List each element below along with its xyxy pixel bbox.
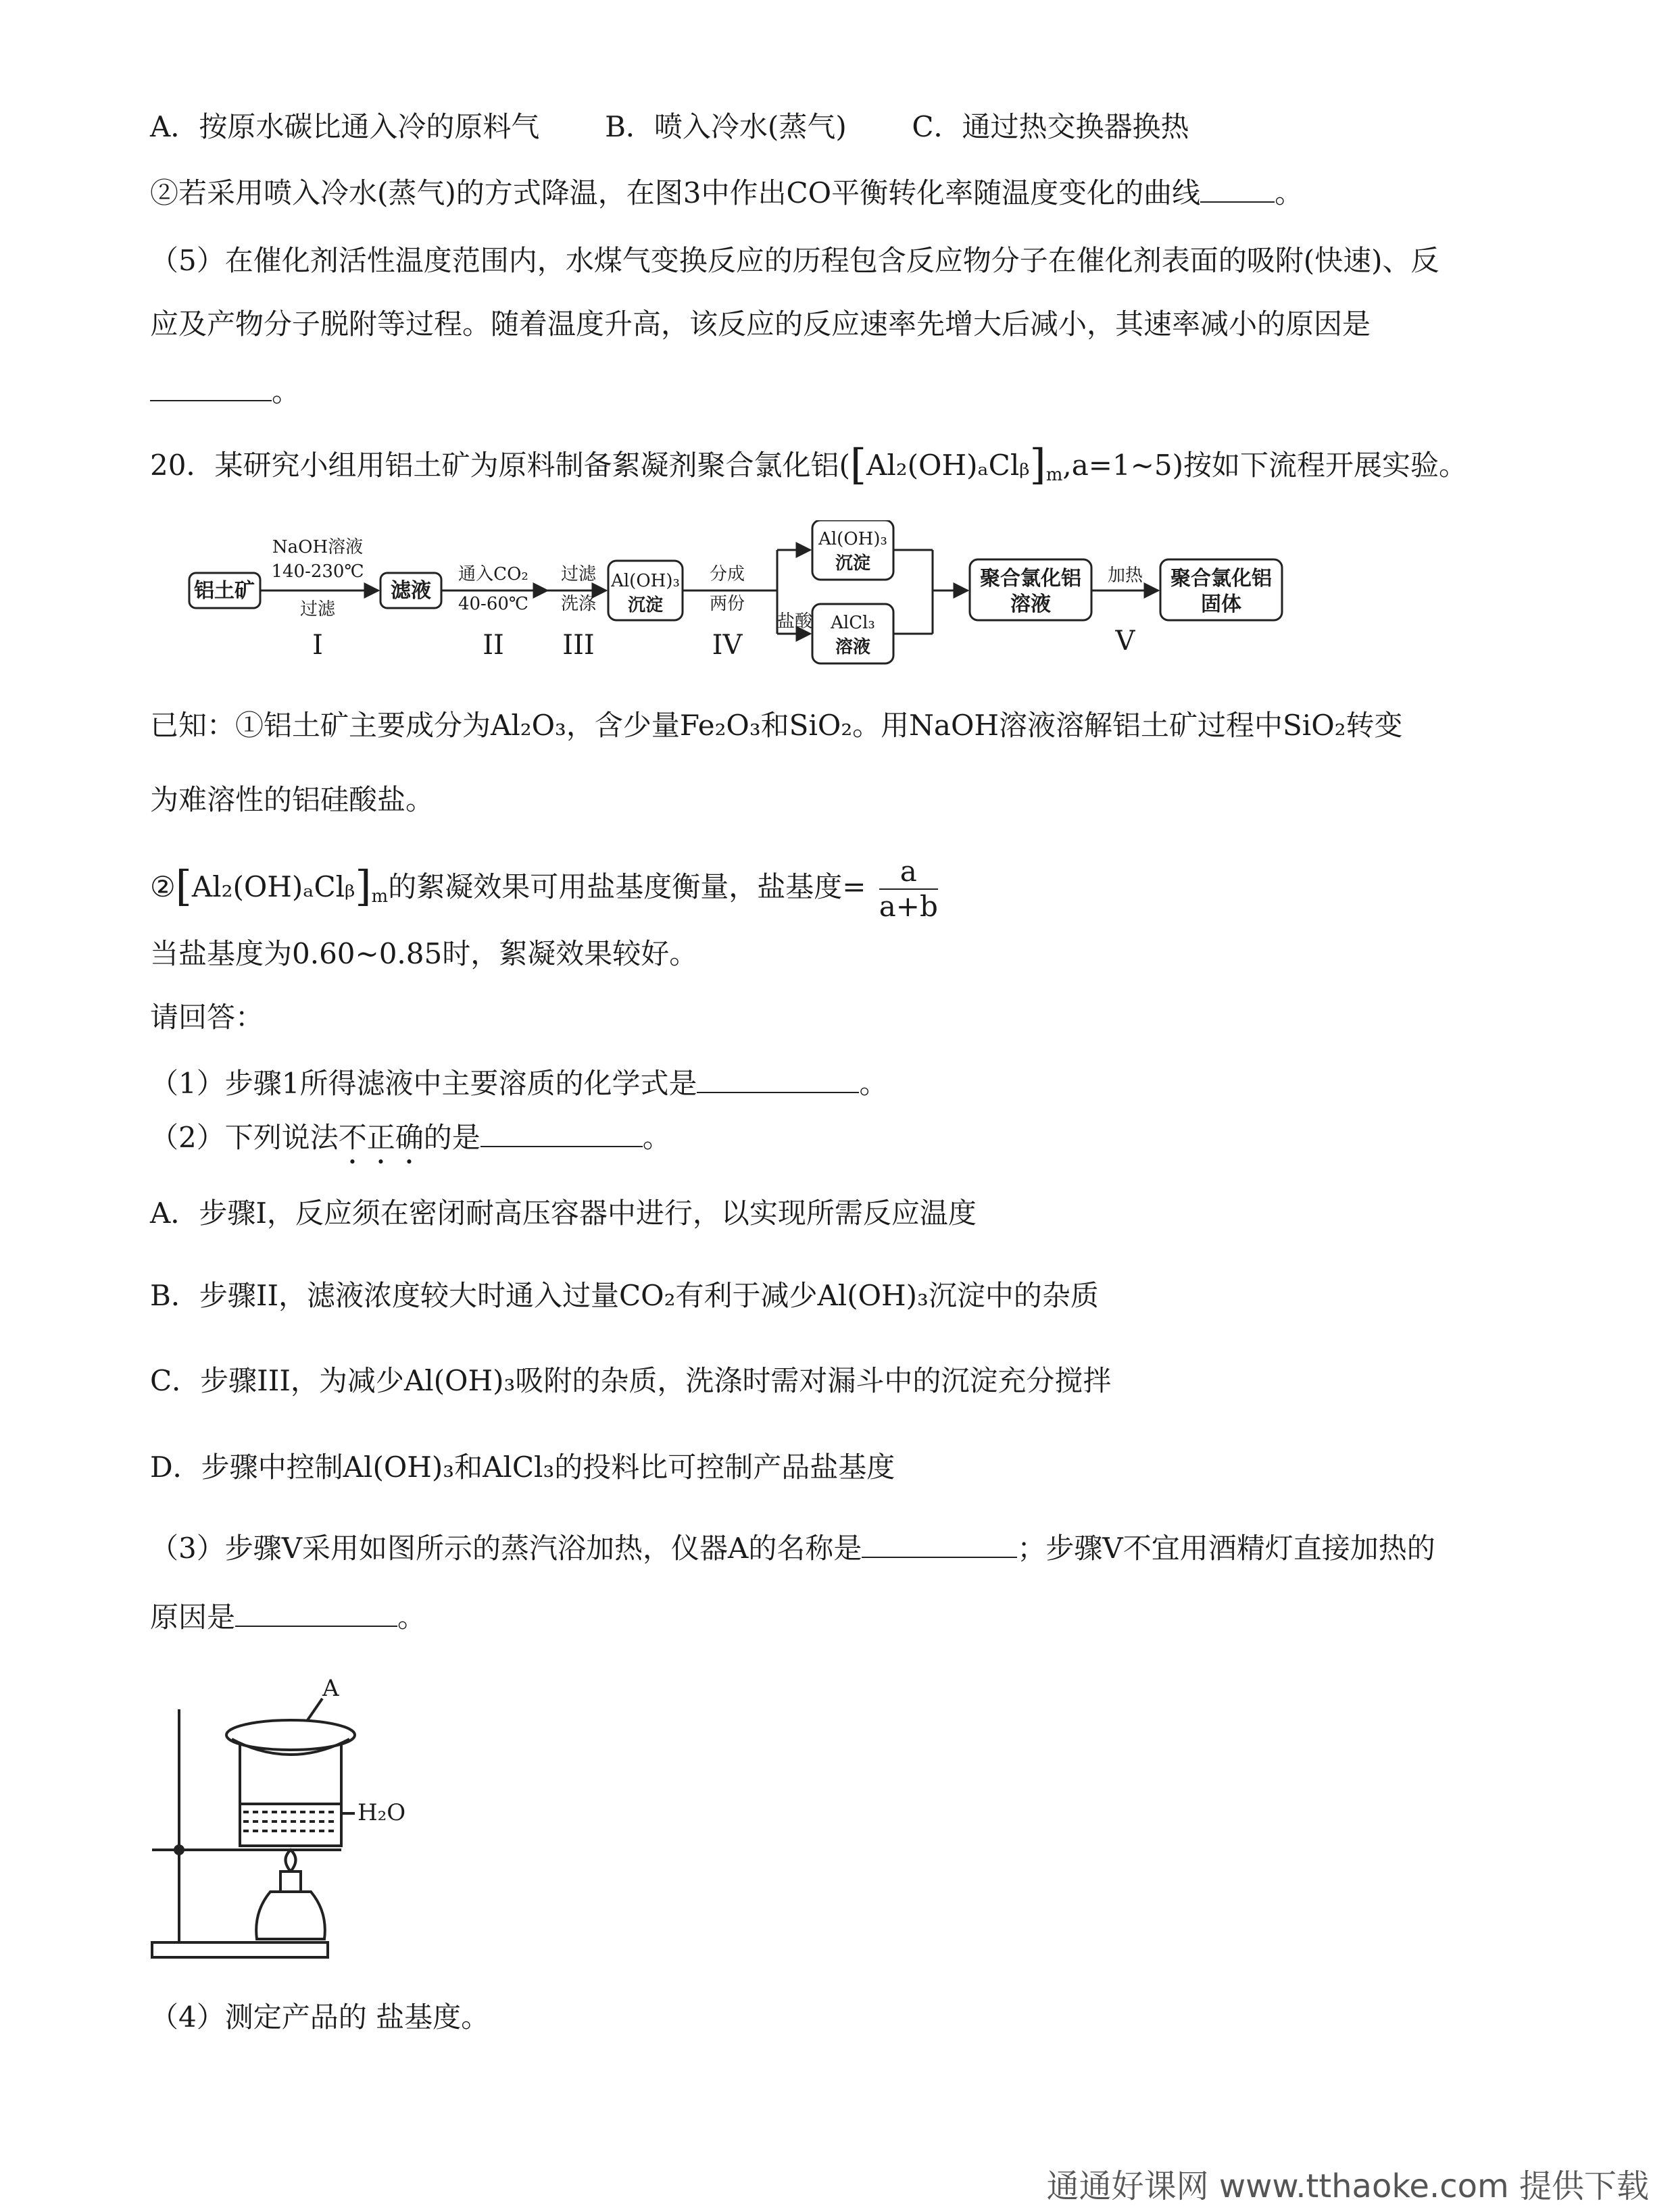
svg-text:聚合氯化铝: 聚合氯化铝 (1170, 567, 1272, 590)
svg-text:AlCl₃: AlCl₃ (831, 613, 875, 633)
svg-text:固体: 固体 (1201, 593, 1241, 616)
option-c: C．通过热交换器换热 (912, 110, 1189, 143)
svg-text:聚合氯化铝: 聚合氯化铝 (980, 567, 1081, 590)
option-a: A．按原水碳比通入冷的原料气 (150, 110, 540, 143)
step-3-label: III (562, 630, 595, 661)
basicity-fraction: $\frac{a}{a+b}$ (879, 855, 938, 923)
svg-text:两份: 两份 (709, 594, 745, 614)
alcohol-lamp (256, 1892, 325, 1939)
svg-text:Al(OH)₃: Al(OH)₃ (611, 571, 680, 591)
option-C: C．步骤III，为减少Al(OH)₃吸附的杂质，洗涤时需对漏斗中的沉淀充分搅拌 (150, 1364, 1112, 1397)
svg-text:洗涤: 洗涤 (560, 594, 597, 614)
svg-text:140-230℃: 140-230℃ (271, 561, 364, 582)
answer-blank[interactable] (480, 1119, 643, 1147)
answer-blank[interactable] (697, 1065, 859, 1093)
svg-text:过滤: 过滤 (299, 599, 336, 620)
part-4: （4）测定产品的 盐基度。 (150, 2001, 490, 2034)
answer-blank[interactable] (235, 1599, 397, 1627)
svg-text:分成: 分成 (709, 564, 745, 584)
svg-text:Al(OH)₃: Al(OH)₃ (818, 529, 887, 549)
step-5-label: V (1115, 626, 1135, 657)
option-b: B．喷入冷水(蒸气) (605, 110, 847, 143)
step-1-label: I (312, 630, 323, 661)
q19-part5-line3: 。 (150, 373, 300, 411)
option-B: B．步骤II，滤液浓度较大时通入过量CO₂有利于减少Al(OH)₃沉淀中的杂质 (150, 1279, 1099, 1312)
svg-text:溶液: 溶液 (835, 637, 871, 657)
part-1: （1）步骤1所得滤液中主要溶质的化学式是 。 (150, 1065, 887, 1103)
known-1b: 为难溶性的铝硅酸盐。 (150, 783, 435, 816)
emphasized-text: 不正确 (338, 1121, 424, 1154)
steam-bath-apparatus (145, 1669, 443, 1966)
flame (286, 1850, 296, 1871)
flow-start: 铝土矿 (194, 579, 255, 603)
q19-part5-line1: （5）在催化剂活性温度范围内，水煤气变换反应的历程包含反应物分子在催化剂表面的吸附(快速)、反 (150, 244, 1439, 277)
svg-text:通入CO₂: 通入CO₂ (458, 564, 528, 584)
svg-text:沉淀: 沉淀 (627, 595, 664, 615)
step-4-label: IV (712, 630, 743, 661)
stand-base (152, 1942, 328, 1957)
known-2-line2: 当盐基度为0.60~0.85时，絮凝效果较好。 (150, 937, 698, 970)
q19-options (150, 108, 1189, 146)
flow-chart (182, 520, 1345, 669)
label-A: A (322, 1675, 339, 1702)
step-2-label: II (483, 630, 504, 661)
svg-text:40-60℃: 40-60℃ (458, 594, 529, 614)
part-3-line2: 原因是 。 (150, 1599, 426, 1636)
svg-text:NaOH溶液: NaOH溶液 (272, 537, 364, 557)
svg-text:沉淀: 沉淀 (835, 553, 871, 574)
option-D: D．步骤中控制Al(OH)₃和AlCl₃的投料比可控制产品盐基度 (150, 1451, 895, 1484)
svg-text:盐酸: 盐酸 (777, 611, 813, 632)
answer-blank[interactable] (1200, 174, 1275, 203)
q19-part5-line2: 应及产物分子脱附等过程。随着温度升高，该反应的反应速率先增大后减小，其速率减小的原因是 (150, 307, 1371, 341)
ask: 请回答： (150, 1001, 264, 1034)
q20-intro: 20．某研究小组用铝土矿为原料制备絮凝剂聚合氯化铝$([Al_2(OH)_aClᵦ]_m,a=1\sim 5)$按如下流程开展实验。 (150, 440, 1467, 489)
part-2: （2）下列说法不正确的是 。 (150, 1119, 671, 1170)
answer-blank[interactable] (150, 373, 272, 401)
formula: Al₂(OH)ₐClᵦ (866, 449, 1030, 482)
known-1a: 已知：①铝土矿主要成分为Al₂O₃，含少量Fe₂O₃和SiO₂。用NaOH溶液溶解铝土矿过程中SiO₂转变 (150, 709, 1403, 742)
label-H2O: H₂O (358, 1799, 406, 1826)
part-3-line1: （3）步骤V采用如图所示的蒸汽浴加热，仪器A的名称是 ；步骤V不宜用酒精灯直接加热的 (150, 1530, 1435, 1567)
footer-watermark: 通通好课网 www.tthaoke.com 提供下载 (1046, 2167, 1649, 2205)
svg-text:滤液: 滤液 (391, 579, 431, 603)
svg-text:加热: 加热 (1107, 565, 1143, 586)
svg-text:溶液: 溶液 (1010, 593, 1051, 616)
answer-blank[interactable] (862, 1530, 1017, 1558)
option-A: A．步骤I，反应须在密闭耐高压容器中进行，以实现所需反应温度 (150, 1197, 977, 1230)
svg-text:过滤: 过滤 (560, 564, 597, 584)
q19-sub2: ②若采用喷入冷水(蒸气)的方式降温，在图3中作出CO平衡转化率随温度变化的曲线 。 (150, 174, 1303, 212)
known-2: $②[Al_2(OH)_aClᵦ]_m$的絮凝效果可用盐基度衡量，盐基度= $\frac{a}{a+b}$ (150, 855, 938, 923)
